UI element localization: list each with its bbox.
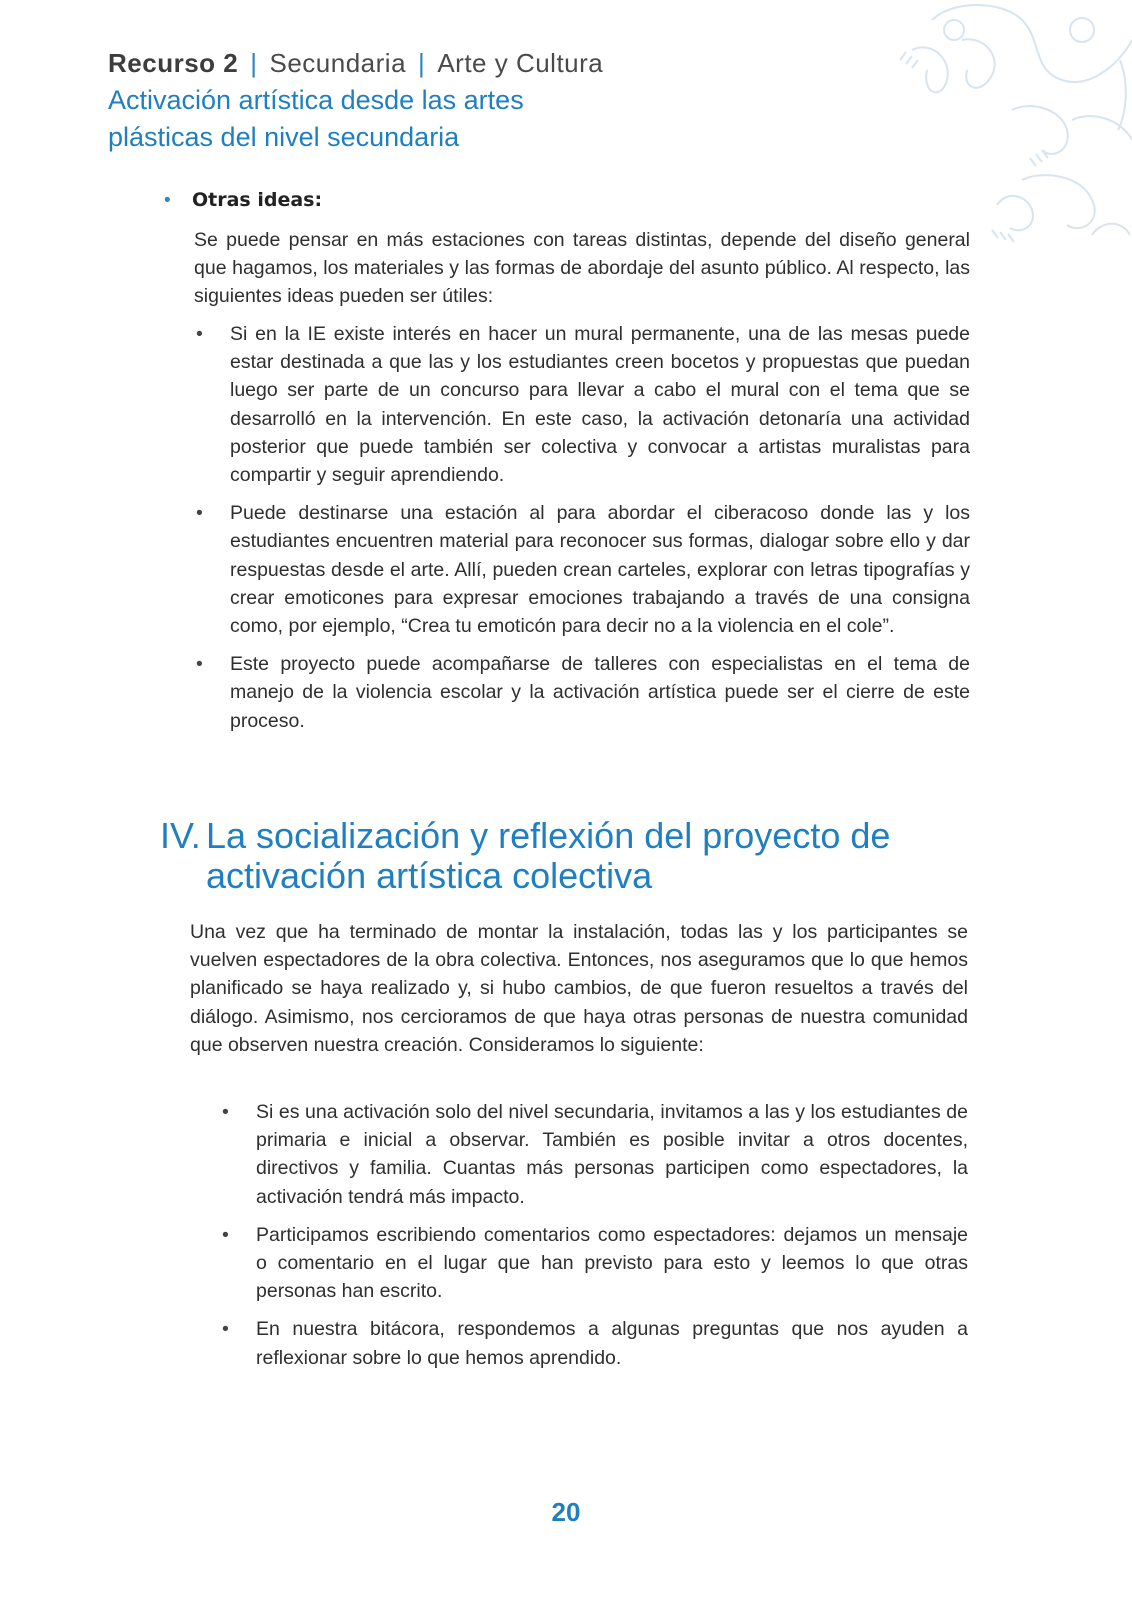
section-title-line1: La socialización y reflexión del proyecto de (206, 815, 891, 856)
level-label: Secundaria (269, 48, 407, 78)
bullet-marker: • (222, 1223, 229, 1246)
list-item-text: Este proyecto puede acompañarse de talleres con especialistas en el tema de manejo de la violencia escolar y la activación artística puede ser el cierre de este proceso. (230, 653, 970, 732)
list-item (194, 650, 970, 735)
section-heading (160, 816, 980, 896)
resource-kicker (108, 46, 868, 80)
list-item-text: En nuestra bitácora, respondemos a algunas preguntas que nos ayuden a reflexionar sobre lo que hemos aprendido. (256, 1318, 968, 1369)
list-item (220, 1221, 968, 1306)
list-item (220, 1315, 968, 1371)
bullet-marker: • (222, 1101, 229, 1123)
list-item (194, 499, 970, 640)
bullet-marker: • (196, 502, 203, 525)
bullet-marker: • (222, 1318, 229, 1341)
kicker-separator: | (418, 48, 426, 78)
list-item (220, 1098, 968, 1211)
subsection-intro: Se puede pensar en más estaciones con tareas distintas, depende del diseño general que hagamos, los materiales y las formas de abordaje del asunto público. Al respecto, las siguientes ideas pueden ser útiles: (194, 229, 970, 308)
section-title-line2: activación artística colectiva (206, 855, 653, 896)
list-item (194, 320, 970, 489)
section-title (160, 816, 980, 896)
page-header (108, 46, 868, 156)
list-item-text: Si es una activación solo del nivel secundaria, invitamos a las y los estudiantes de primaria e inicial a observar. También es posible invitar a otros docentes, directivos y familia. Cuantas más personas participen como espectadores, la activación tendrá más impacto. (256, 1101, 968, 1208)
page-number: 20 (551, 1497, 581, 1527)
area-label: Arte y Cultura (437, 48, 604, 78)
section-number: IV. (160, 815, 201, 856)
list-item-text: Puede destinarse una estación al para abordar el ciberacoso donde las y los estudiantes encuentren material para reconocer sus formas, dialogar sobre ello y dar respuestas desde el arte. Allí, pueden crean carteles, explorar con letras tipografías y crear emoticones para expresar emociones trabajando a través de una consigna como, por ejemplo, “Crea tu emoticón para decir no a la violencia en el cole”. (230, 502, 970, 638)
document-title-line1: Activación artística desde las artes (108, 85, 524, 115)
bullet-marker: • (196, 323, 203, 345)
section-intro: Una vez que ha terminado de montar la instalación, todas las y los participantes se vuelven espectadores de la obra colectiva. Entonces, nos aseguramos que lo que hemos planificado se haya realizado y, si hubo cambios, de que fueron resueltos a través del diálogo. Asimismo, nos cercioramos de que haya otras personas de nuestra comunidad que observen nuestra creación. Consideramos lo siguiente: (190, 921, 968, 1056)
subsection-heading (164, 189, 964, 212)
considerations-list (220, 1098, 968, 1382)
kicker-separator: | (250, 48, 258, 78)
document-title-line2: plásticas del nivel secundaria (108, 122, 460, 152)
resource-number: Recurso 2 (108, 48, 239, 78)
ideas-list (194, 320, 970, 745)
decorative-figures-icon (892, 0, 1132, 260)
subsection-label: Otras ideas: (192, 189, 323, 211)
subsection-bullet: • (164, 190, 171, 211)
document-title (108, 82, 868, 156)
list-item-text: Si en la IE existe interés en hacer un mural permanente, una de las mesas puede estar destinada a que las y los estudiantes creen bocetos y propuestas que puedan luego ser parte de un concurso para llevar a cabo el mural con el tema que se desarrolló en la intervención. En este caso, la activación detonaría una actividad posterior que puede también ser colectiva y convocar a artistas muralistas para compartir y seguir aprendiendo. (230, 323, 970, 487)
list-item-text: Participamos escribiendo comentarios como espectadores: dejamos un mensaje o comentario en el lugar que han previsto para esto y leemos lo que otras personas han escrito. (256, 1223, 968, 1303)
bullet-marker: • (196, 653, 203, 676)
